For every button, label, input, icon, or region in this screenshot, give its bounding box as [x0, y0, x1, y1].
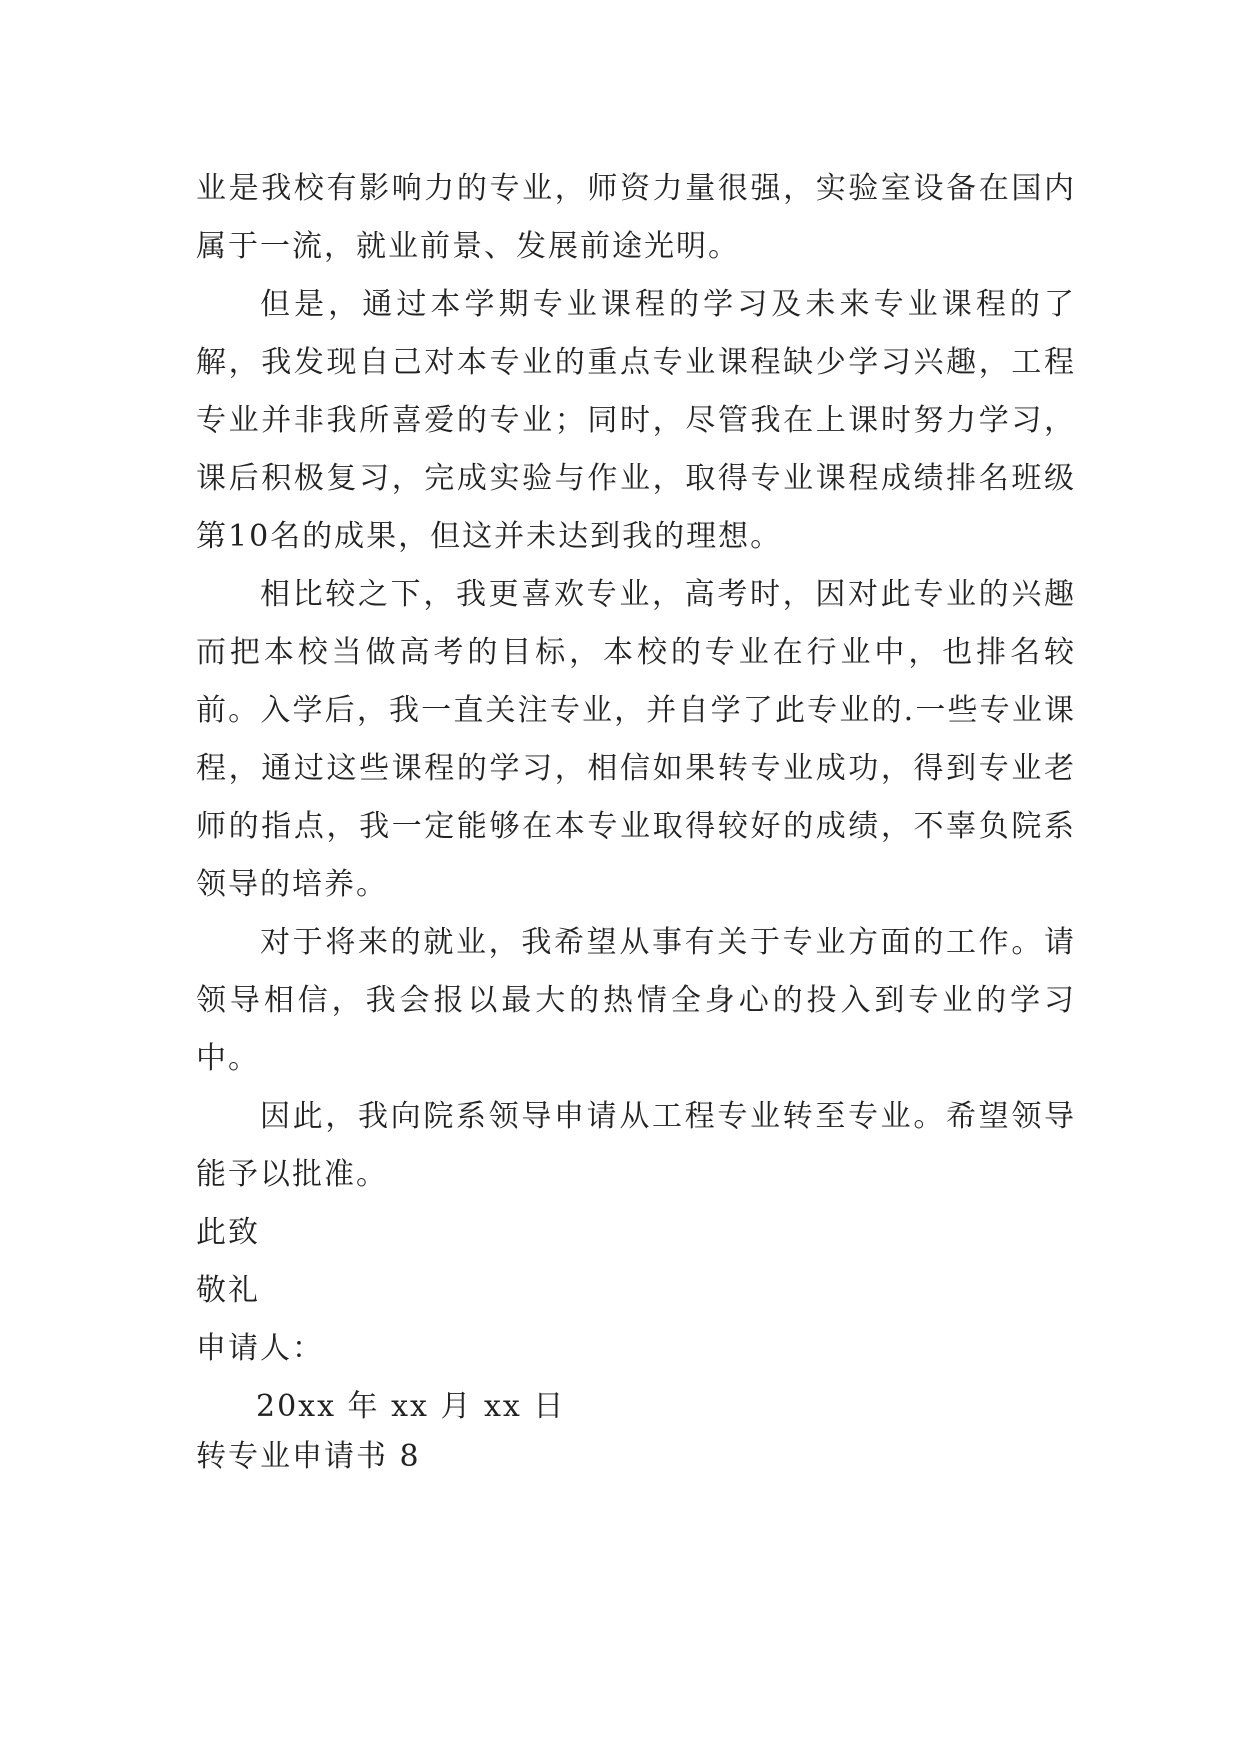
paragraph-continued: 业是我校有影响力的专业，师资力量很强，实验室设备在国内属于一流，就业前景、发展前途光明。: [196, 171, 1076, 264]
paragraph-interest: 相比较之下，我更喜欢专业，高考时，因对此专业的兴趣而把本校当做高考的目标，本校的专业在行业中，也排名较前。入学后，我一直关注专业，并自学了此专业的.一些专业课程，通过这些课程的学习，相信如果转专业成功，得到专业老师的指点，我一定能够在本专业取得较好的成绩，不辜负院系领导的培养。: [196, 577, 1076, 902]
paragraph-reason: 但是，通过本学期专业课程的学习及未来专业课程的了解，我发现自己对本专业的重点专业课程缺少学习兴趣，工程专业并非我所喜爱的专业；同时，尽管我在上课时努力学习，课后积极复习，完成实验与作业，取得专业课程成绩排名班级第10名的成果，但这并未达到我的理想。: [196, 287, 1076, 554]
applicant-label: 申请人：: [196, 1331, 324, 1366]
letter-body: [196, 160, 1076, 1436]
paragraph-career: 对于将来的就业，我希望从事有关于专业方面的工作。请领导相信，我会报以最大的热情全身心的投入到专业的学习中。: [196, 925, 1076, 1076]
next-section-heading: 转专业申请书 8: [196, 1439, 421, 1474]
paragraph-request: 因此，我向院系领导申请从工程专业转至专业。希望领导能予以批准。: [196, 1099, 1076, 1192]
closing-salutation: 此致: [196, 1215, 260, 1250]
date-line: 20xx 年 xx 月 xx 日: [256, 1389, 566, 1424]
closing-regards: 敬礼: [196, 1273, 260, 1308]
